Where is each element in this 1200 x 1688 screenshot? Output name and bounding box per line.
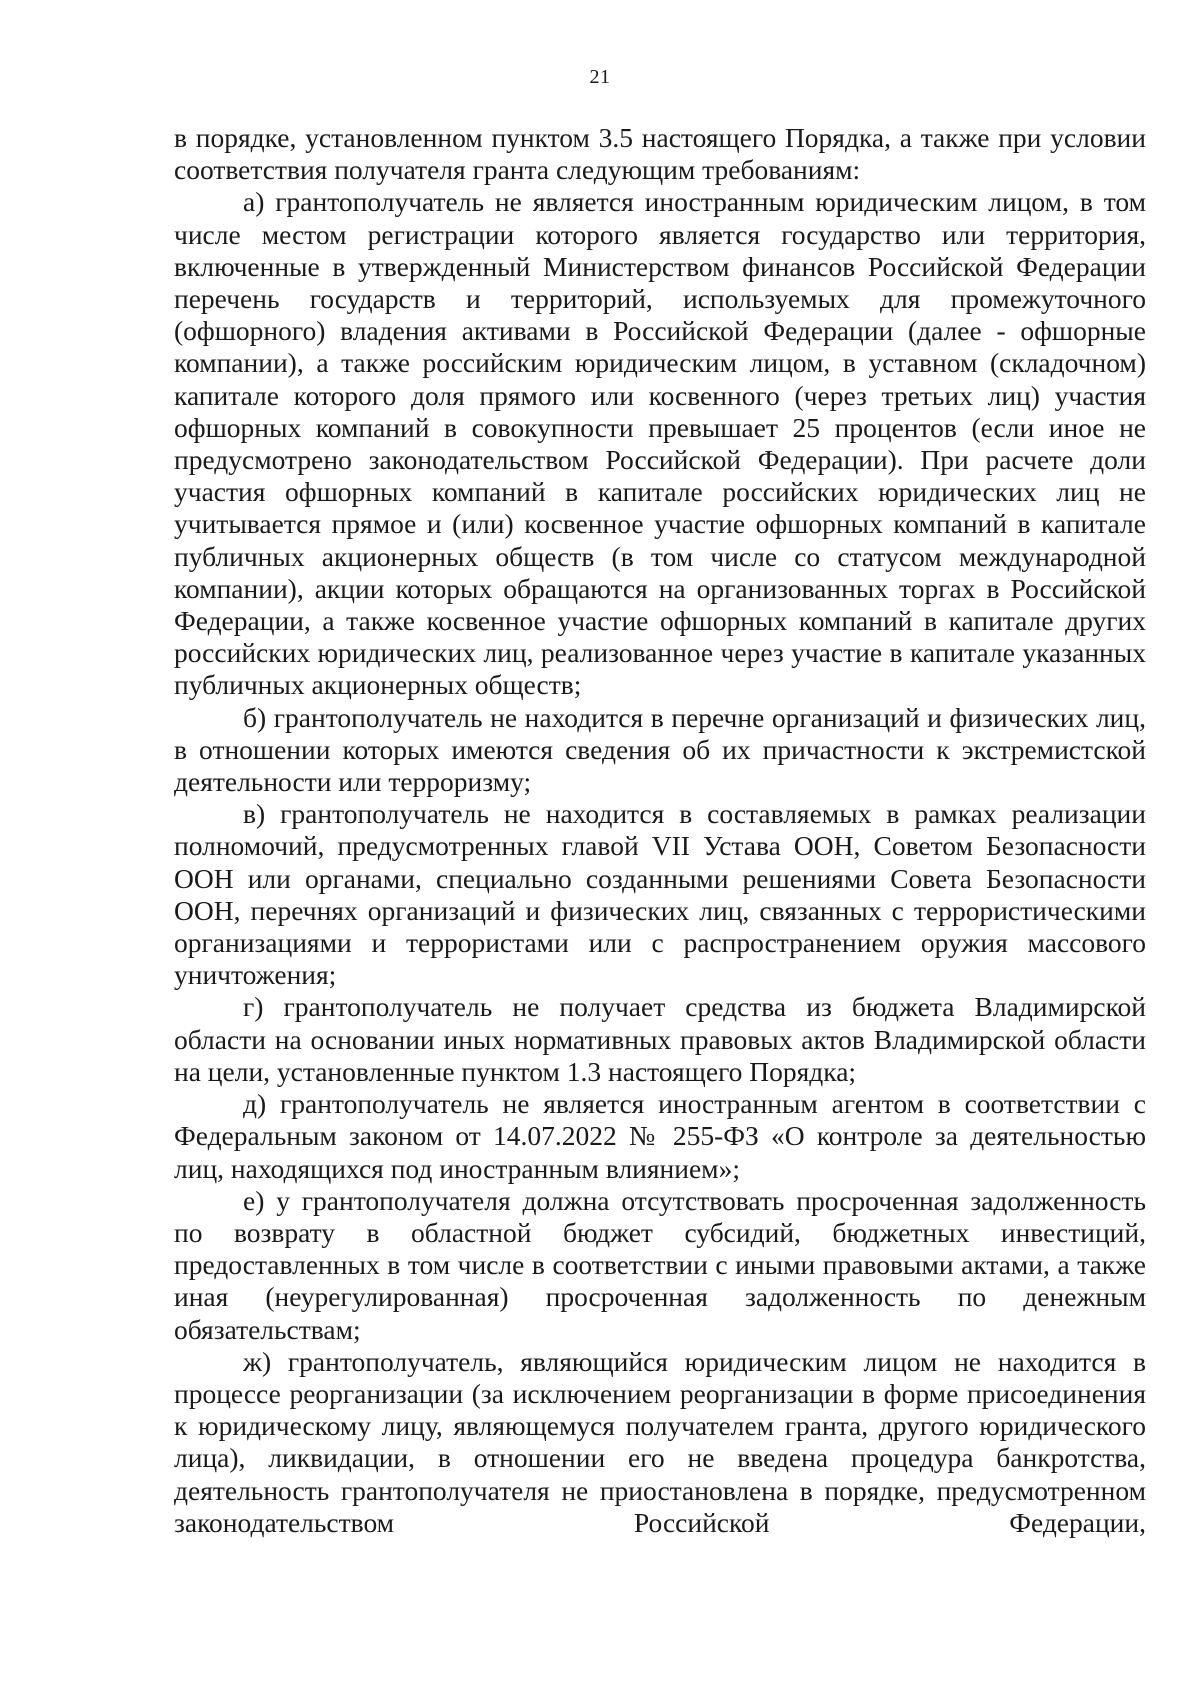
paragraph-item-a: а) грантополучатель не является иностранным юридическим лицом, в том числе местом регистрации которого является государство или территория, включенные в утвержденный Министерством финансов Российской Федерации перечень государств и территорий, используемых для промежуточного (офшорного) владения активами в Российской Федерации (далее - офшорные компании), а также российским юридическим лицом, в уставном (складочном) капитале которого доля прямого или косвенного (через третьих лиц) участия офшорных компаний в совокупности превышает 25 процентов (если иное не предусмотрено законодательством Российской Федерации). При расчете доли участия офшорных компаний в капитале российских юридических лиц не учитывается прямое и (или) косвенное участие офшорных компаний в капитале публичных акционерных обществ (в том числе со статусом международной компании), акции которых обращаются на организованных торгах в Российской Федерации, а также косвенное участие офшорных компаний в капитале других российских юридических лиц, реализованное через участие в капитале указанных публичных акционерных обществ;: [174, 186, 1146, 701]
page-number: 21: [589, 66, 611, 88]
paragraph-item-b: б) грантополучатель не находится в перечне организаций и физических лиц, в отношении которых имеются сведения об их причастности к экстремистской деятельности или терроризму;: [174, 701, 1146, 798]
paragraph-item-zh: ж) грантополучатель, являющийся юридическим лицом не находится в процессе реорганизации (за исключением реорганизации в форме присоединения к юридическому лицу, являющемуся получателем гранта, другого юридического лица), ликвидации, в отношении его не введена процедура банкротства, деятельность грантополучателя не приостановлена в порядке, предусмотренном законодательством Российской Федерации,: [174, 1345, 1146, 1538]
paragraph-item-v: в) грантополучатель не находится в составляемых в рамках реализации полномочий, предусмотренных главой VII Устава ООН, Советом Безопасности ООН или органами, специально созданными решениями Совета Безопасности ООН, перечнях организаций и физических лиц, связанных с террористическими организациями и террористами или с распространением оружия массового уничтожения;: [174, 798, 1146, 991]
paragraph-item-e: е) у грантополучателя должна отсутствовать просроченная задолженность по возврату в областной бюджет субсидий, бюджетных инвестиций, предоставленных в том числе в соответствии с иными правовыми актами, а также иная (неурегулированная) просроченная задолженность по денежным обязательствам;: [174, 1184, 1146, 1345]
paragraph-item-g: г) грантополучатель не получает средства из бюджета Владимирской области на основании иных нормативных правовых актов Владимирской области на цели, установленные пунктом 1.3 настоящего Порядка;: [174, 991, 1146, 1087]
paragraph-item-d: д) грантополучатель не является иностранным агентом в соответствии с Федеральным законом от 14.07.2022 № 255-ФЗ «О контроле за деятельностью лиц, находящихся под иностранным влиянием»;: [174, 1088, 1146, 1184]
paragraph-intro: в порядке, установленном пунктом 3.5 настоящего Порядка, а также при условии соответствия получателя гранта следующим требованиям:: [174, 122, 1146, 186]
document-body: [174, 122, 1146, 1539]
